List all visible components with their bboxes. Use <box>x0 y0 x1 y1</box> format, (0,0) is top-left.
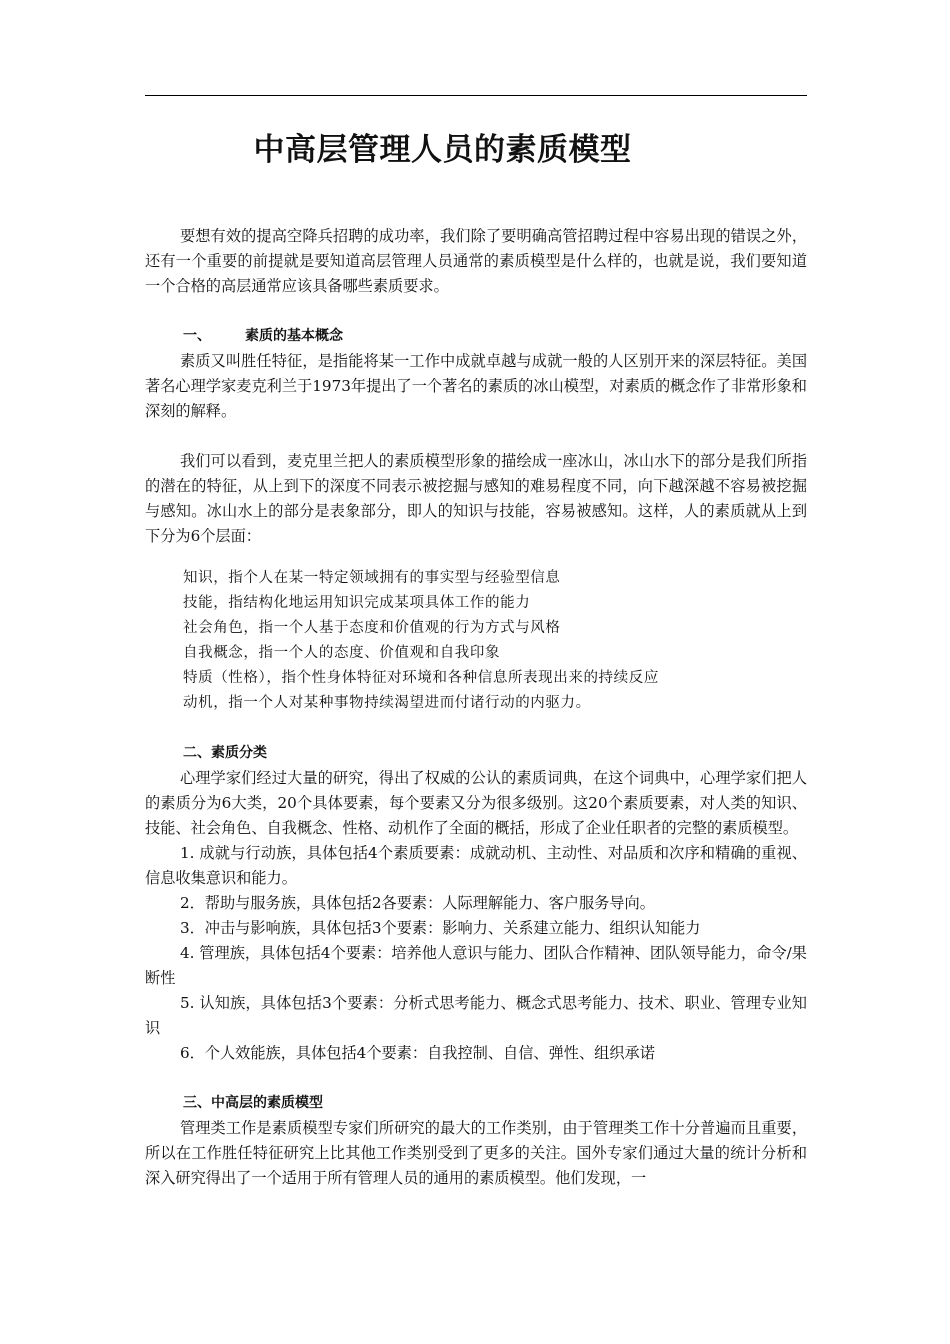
category-item-management: 4. 管理族，具体包括4个要素：培养他人意识与能力、团队合作精神、团队领导能力，命令/果断性 <box>145 944 807 987</box>
spacer <box>145 549 807 566</box>
document-body <box>145 224 807 1191</box>
category-item-cognitive: 5. 认知族，具体包括3个要素：分析式思考能力、概念式思考能力、技术、职业、管理专业知识 <box>145 994 807 1037</box>
category-item-achievement: 1. 成就与行动族，具体包括4个素质要素：成就动机、主动性、对品质和次序和精确的重视、信息收集意识和能力。 <box>145 844 807 887</box>
section-3-paragraph-1: 管理类工作是素质模型专家们所研究的最大的工作类别，由于管理类工作十分普遍而且重要，所以在工作胜任特征研究上比其他工作类别受到了更多的关注。国外专家们通过大量的统计分析和深入研究得出了一个适用于所有管理人员的通用的素质模型。他们发现，一 <box>145 1119 807 1187</box>
section-3-heading: 三、中高层的素质模型 <box>183 1095 323 1111</box>
section-1-paragraph-2: 我们可以看到，麦克里兰把人的素质模型形象的描绘成一座冰山，冰山水下的部分是我们所指的潜在的特征，从上到下的深度不同表示被挖掘与感知的难易程度不同，向下越深越不容易被挖掘与感知。冰山水上的部分是表象部分，即人的知识与技能，容易被感知。这样，人的素质就从上到下分为6个层面： <box>145 452 807 545</box>
spacer <box>145 299 807 324</box>
category-item-helping: 2．帮助与服务族，具体包括2各要素：人际理解能力、客户服务导向。 <box>179 894 655 912</box>
section-1-heading <box>145 324 807 349</box>
category-item-personal-effectiveness: 6．个人效能族，具体包括4个要素：自我控制、自信、弹性、组织承诺 <box>179 1044 655 1062</box>
section-1-paragraph-1: 素质又叫胜任特征，是指能将某一工作中成就卓越与成就一般的人区别开来的深层特征。美国著名心理学家麦克利兰于1973年提出了一个著名的素质的冰山模型，对素质的概念作了非常形象和深刻的解释。 <box>145 352 807 420</box>
competency-layer-list <box>145 566 807 716</box>
category-item-impact: 3．冲击与影响族，具体包括3个要素：影响力、关系建立能力、组织认知能力 <box>179 919 701 937</box>
section-2-paragraph-1: 心理学家们经过大量的研究，得出了权威的公认的素质词典，在这个词典中，心理学家们把人的素质分为6大类，20个具体要素，每个要素又分为很多级别。这20个素质要素，对人类的知识、技能、社会角色、自我概念、性格、动机作了全面的概括，形成了企业任职者的完整的素质模型。 <box>145 769 807 837</box>
layer-item-motive: 动机，指一个人对某种事物持续渴望进而付诸行动的内驱力。 <box>183 695 591 711</box>
section-1-title: 素质的基本概念 <box>245 328 343 344</box>
header-rule <box>145 95 807 96</box>
spacer <box>145 1066 807 1091</box>
layer-item-self-concept: 自我概念，指一个人的态度、价值观和自我印象 <box>183 645 501 661</box>
layer-item-social-role: 社会角色，指一个人基于态度和价值观的行为方式与风格 <box>183 620 561 636</box>
section-1-number: 一、 <box>183 328 211 344</box>
spacer <box>145 424 807 449</box>
spacer <box>145 716 807 741</box>
layer-item-trait: 特质（性格），指个性身体特征对环境和各种信息所表现出来的持续反应 <box>183 670 659 686</box>
layer-item-knowledge: 知识，指个人在某一特定领域拥有的事实型与经验型信息 <box>183 570 561 586</box>
section-2-heading: 二、素质分类 <box>183 745 267 761</box>
layer-item-skill: 技能，指结构化地运用知识完成某项具体工作的能力 <box>183 595 531 611</box>
intro-paragraph: 要想有效的提高空降兵招聘的成功率，我们除了要明确高管招聘过程中容易出现的错误之外，还有一个重要的前提就是要知道高层管理人员通常的素质模型是什么样的，也就是说，我们要知道一个合格的高层通常应该具备哪些素质要求。 <box>145 227 807 295</box>
document-title: 中高层管理人员的素质模型 <box>253 132 632 168</box>
